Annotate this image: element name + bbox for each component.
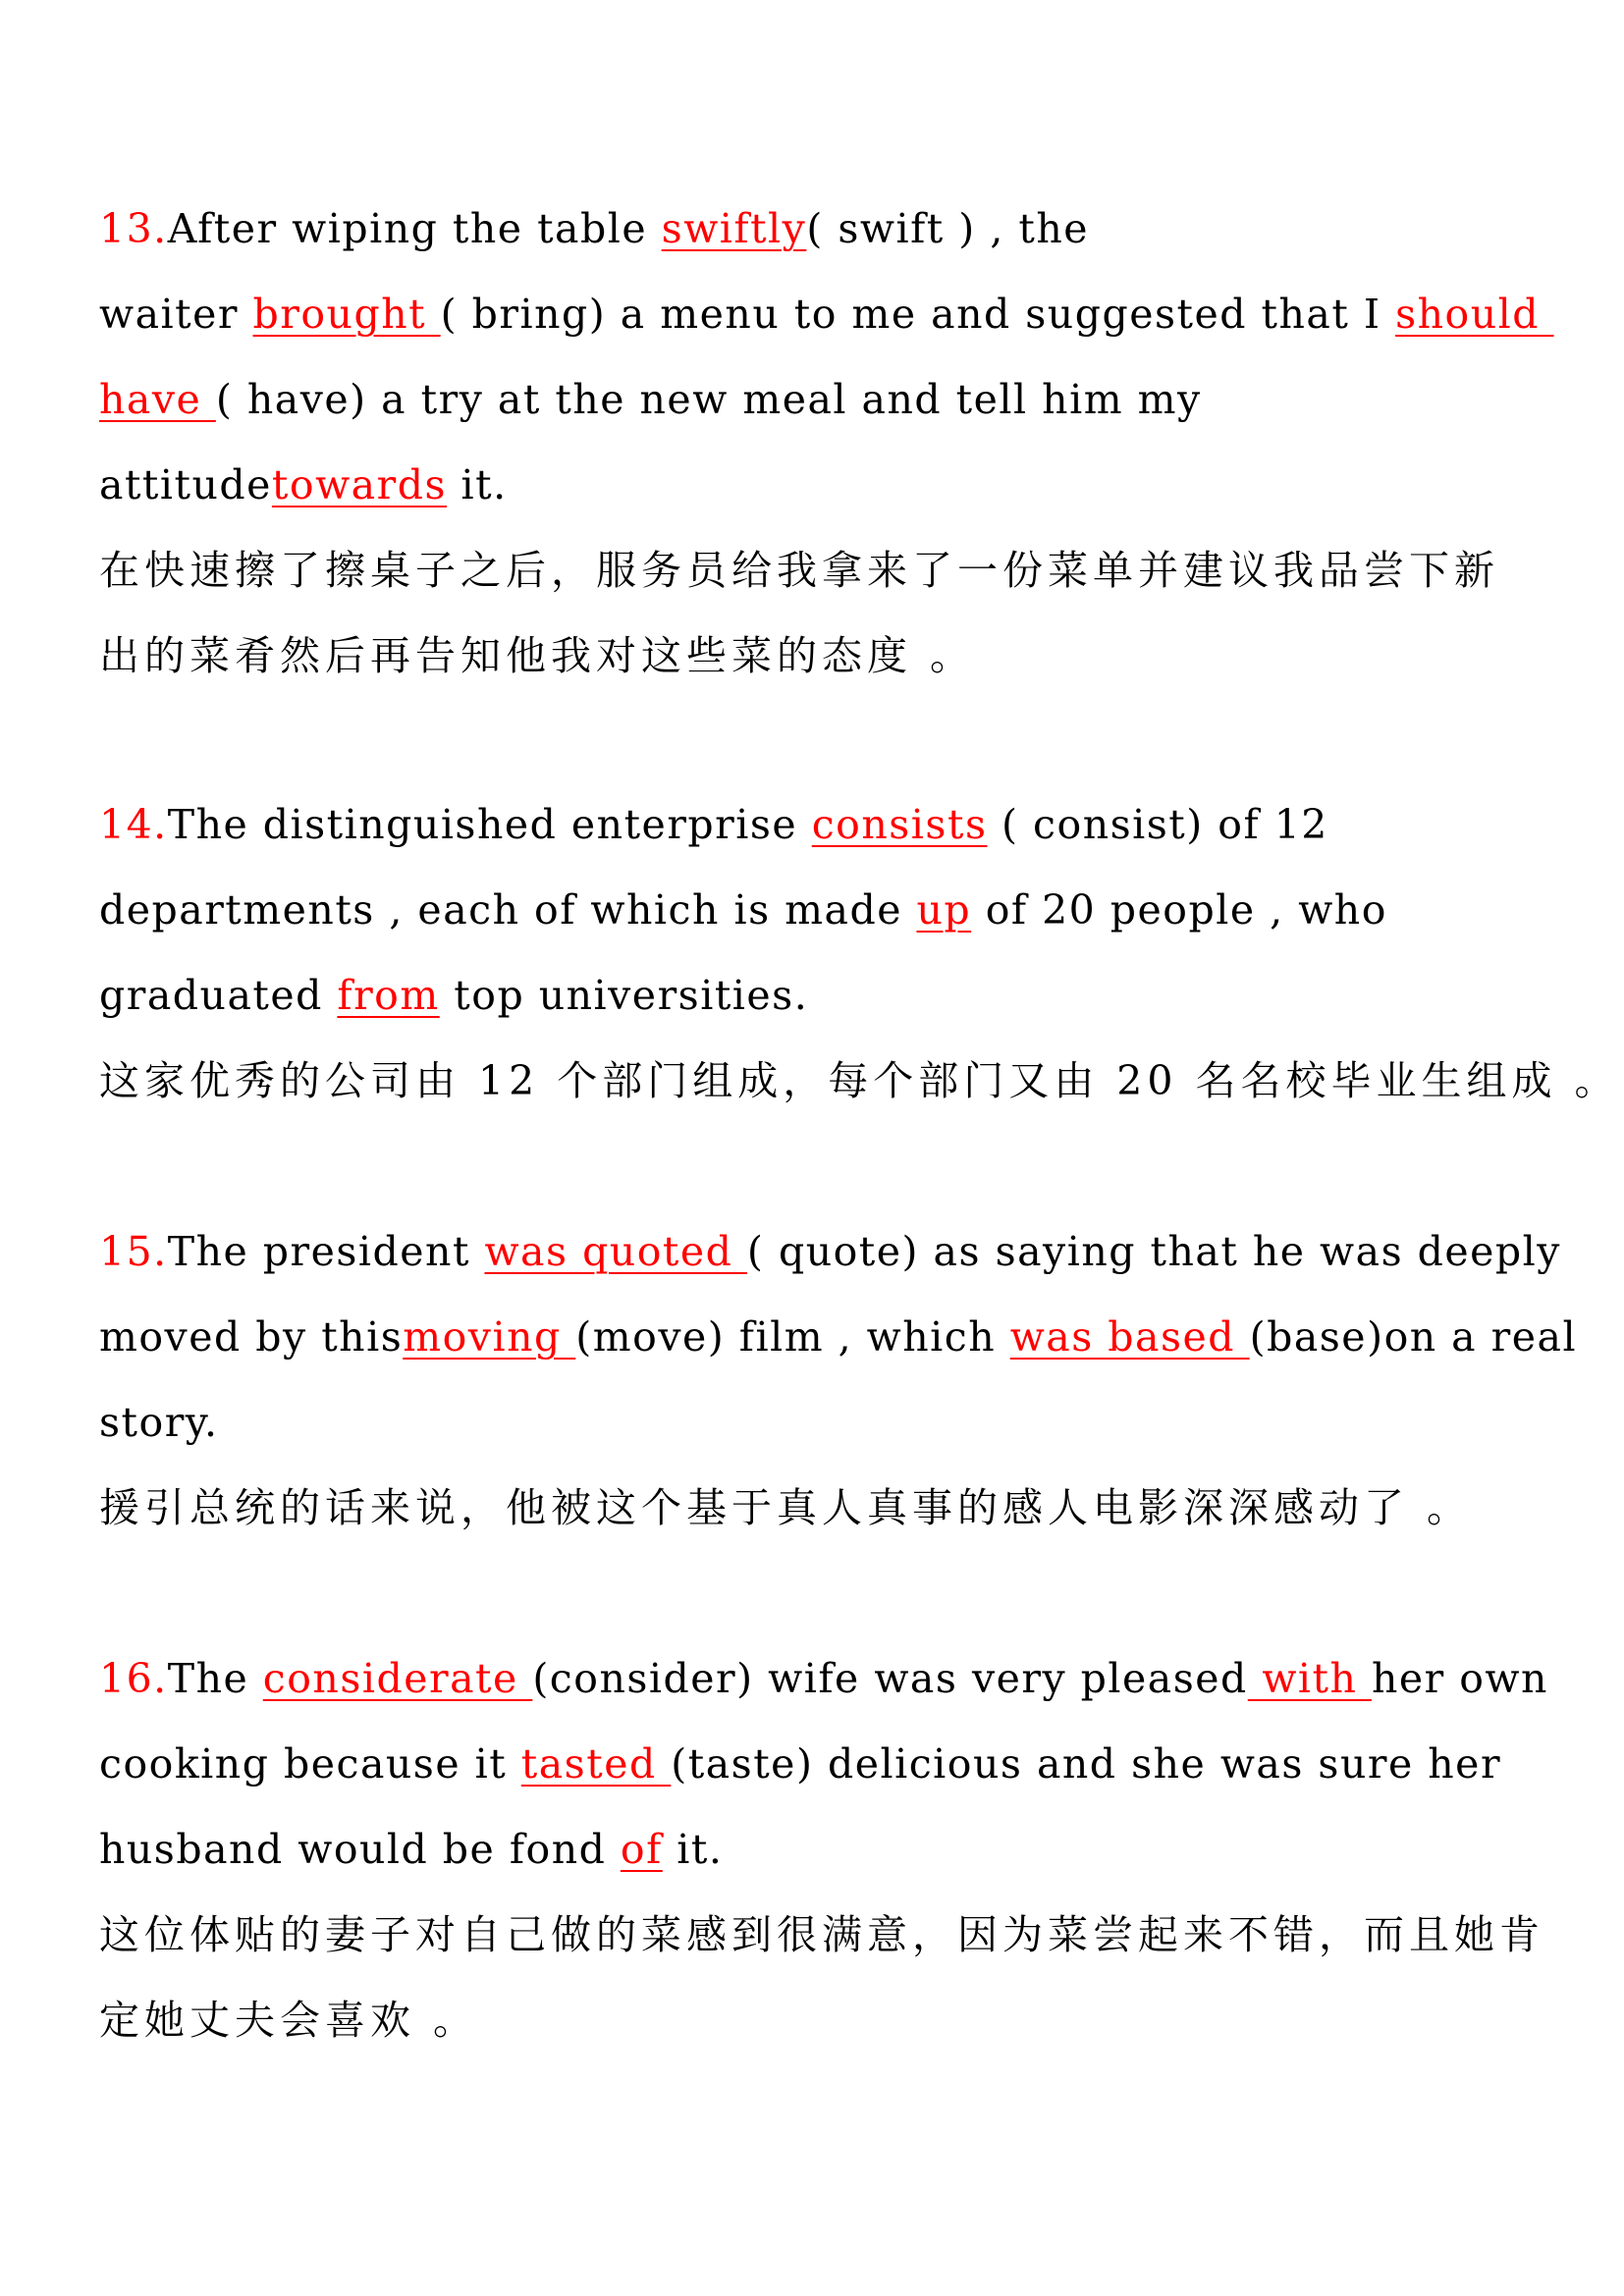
sentence-text: attitude [99,461,272,508]
sentence-text: moved by this [99,1313,404,1361]
answer-blank: towards [271,461,447,508]
sentence-text: ( consist) of 12 [987,801,1328,848]
answer-blank: considerate [262,1655,533,1702]
answer-blank: up [916,886,972,934]
question-line [99,1227,1561,1276]
question-line [99,1825,723,1874]
answer-blank: moving [403,1313,576,1361]
sentence-text: departments , each of which is made [99,886,917,934]
question-line [99,375,1202,424]
chinese-translation: 援引总统的话来说，他被这个基于真人真事的感人电影深深感动了 。 [99,1484,1473,1531]
sentence-text: (move) film , which [575,1313,1010,1361]
sentence-text: story. [99,1399,219,1446]
sentence-text: The distinguished enterprise [167,801,812,848]
question-number: 16. [99,1655,168,1702]
sentence-text: ( swift ) , the [806,205,1090,252]
sentence-text: After wiping the table [167,205,662,252]
sentence-text: ( quote) as saying that he was deeply [746,1228,1561,1275]
question-line [99,971,808,1020]
question-line [99,1398,219,1447]
question-line [99,1739,1501,1789]
chinese-translation: 在快速擦了擦桌子之后，服务员给我拿来了一份菜单并建议我品尝下新 [99,547,1499,594]
question-line [99,885,1387,934]
chinese-translation: 这家优秀的公司由 12 个部门组成，每个部门又由 20 名名校毕业生组成 。 [99,1057,1620,1104]
sentence-text: graduated [99,972,338,1019]
answer-blank: swiftly [661,205,807,252]
answer-blank: was based [1009,1313,1250,1361]
sentence-text: waiter [99,291,253,338]
answer-blank: of [620,1826,663,1873]
question-line [99,800,1328,849]
answer-blank: tasted [520,1740,672,1788]
sentence-text: her own [1371,1655,1548,1702]
question-line [99,1312,1577,1362]
sentence-text: it. [662,1826,724,1873]
sentence-text: it. [447,461,508,508]
sentence-text: The [167,1655,263,1702]
sentence-text: husband would be fond [99,1826,621,1873]
question-number: 15. [99,1228,168,1275]
question-number: 13. [99,205,168,252]
sentence-text: ( have) a try at the new meal and tell him my [215,376,1202,423]
answer-blank: have [99,376,216,423]
question-number: 14. [99,801,168,848]
question-line [99,460,508,509]
sentence-text: (consider) wife was very pleased [532,1655,1248,1702]
sentence-text: ( bring) a menu to me and suggested that I [440,291,1396,338]
answer-blank: was quoted [484,1228,747,1275]
chinese-translation: 这位体贴的妻子对自己做的菜感到很满意，因为菜尝起来不错，而且她肯 [99,1911,1544,1958]
question-line [99,204,1089,253]
answer-blank: brought [252,291,441,338]
sentence-text: top universities. [439,972,809,1019]
question-line [99,1654,1548,1703]
answer-blank: consists [811,801,988,848]
sentence-text: (base)on a real [1249,1313,1578,1361]
question-line [99,290,1554,339]
chinese-translation: 出的菜肴然后再告知他我对这些菜的态度 。 [99,632,976,679]
sentence-text: cooking because it [99,1740,521,1788]
answer-blank: with [1247,1655,1372,1702]
answer-blank: should [1395,291,1554,338]
sentence-text: (taste) delicious and she was sure her [671,1740,1502,1788]
sentence-text: The president [167,1228,485,1275]
chinese-translation: 定她丈夫会喜欢 。 [99,1997,479,2044]
sentence-text: of 20 people , who [971,886,1387,934]
answer-blank: from [337,972,440,1019]
